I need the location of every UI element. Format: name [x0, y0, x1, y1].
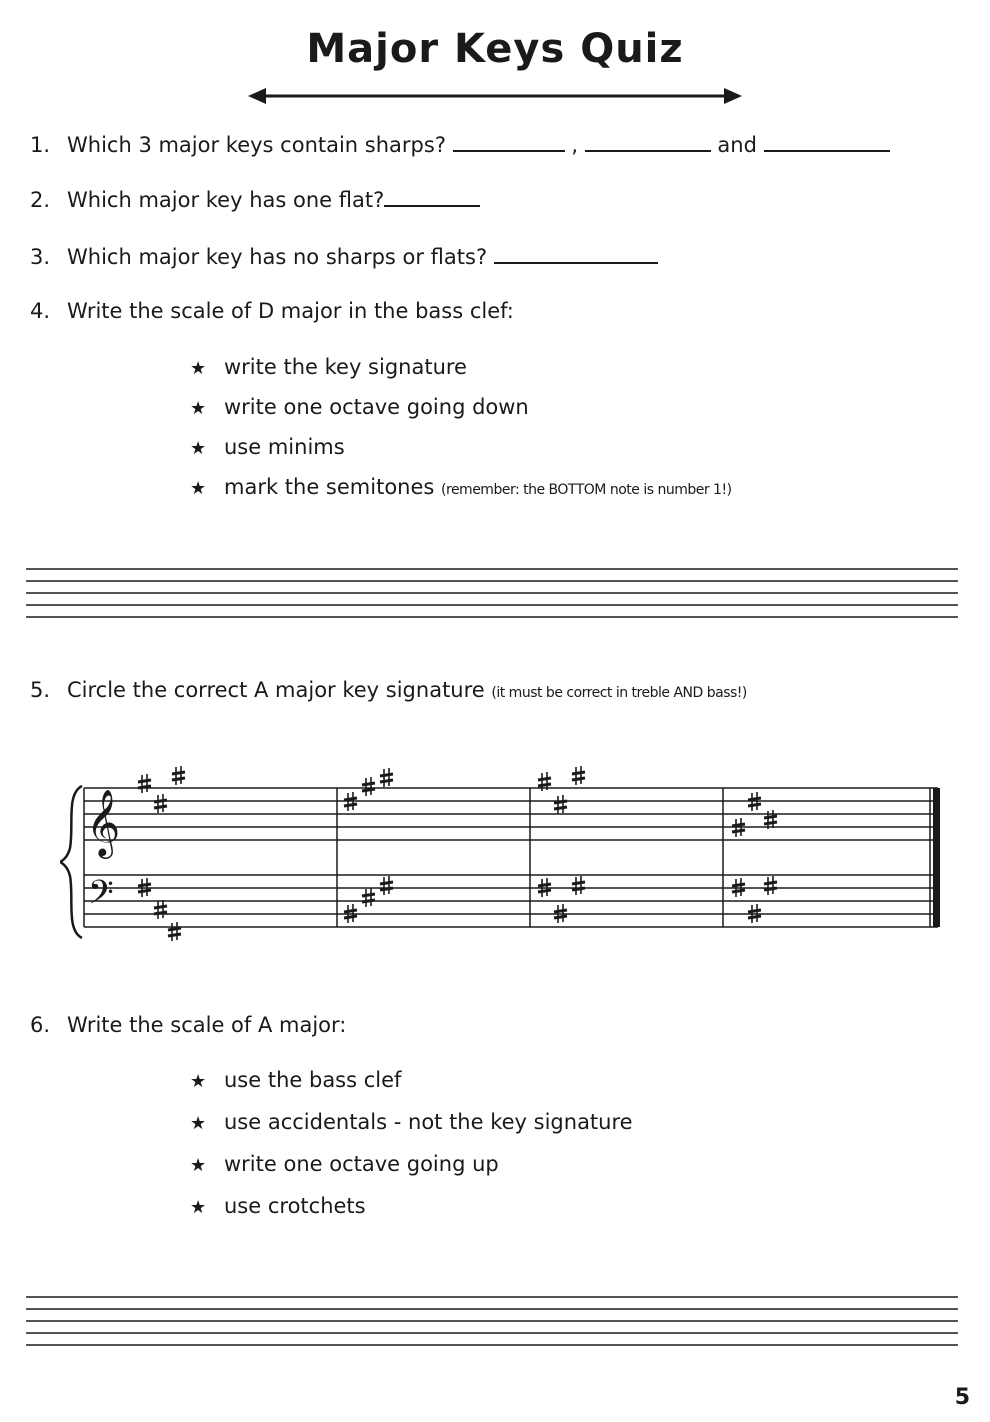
question-text: Which 3 major keys contain sharps? [67, 133, 446, 157]
question-4-instructions [190, 355, 732, 515]
star-icon: ★ [190, 1197, 207, 1218]
list-item: ★ write the key signature [190, 355, 467, 379]
question-number: 3. [30, 245, 51, 269]
treble-staff [84, 788, 938, 840]
page-number: 5 [954, 1385, 970, 1410]
separator: , [571, 133, 579, 157]
bass-clef-icon: 𝄢 [88, 874, 114, 920]
question-number: 2. [30, 188, 51, 212]
question-text: Which major key has no sharps or flats? [67, 245, 488, 269]
answer-blank[interactable] [494, 244, 658, 264]
key-signature-option-3 [538, 766, 585, 923]
star-icon: ★ [190, 478, 207, 499]
treble-clef-icon: 𝄞 [86, 788, 121, 856]
question-5 [30, 678, 747, 702]
question-number: 5. [30, 678, 51, 702]
question-text: Write the scale of D major in the bass clef: [67, 299, 514, 323]
list-item: ★ write one octave going down [190, 395, 529, 419]
final-barline [933, 788, 940, 927]
barlines [84, 788, 930, 927]
question-6-instructions [190, 1068, 633, 1236]
list-item: ★ mark the semitones (remember: the BOTTOM note is number 1!) [190, 475, 732, 499]
answer-staff-q6[interactable] [26, 1296, 960, 1348]
star-icon: ★ [190, 358, 207, 379]
semitone-note: (remember: the BOTTOM note is number 1!) [441, 482, 732, 498]
question-text: Which major key has one flat? [67, 188, 385, 212]
key-signature-score [60, 750, 950, 950]
question-1 [30, 132, 890, 157]
list-item: ★ write one octave going up [190, 1152, 499, 1176]
question-number: 6. [30, 1013, 51, 1037]
list-item: ★ use minims [190, 435, 345, 459]
grand-staff-brace [60, 786, 82, 938]
bass-staff [84, 875, 938, 927]
question-number: 4. [30, 299, 51, 323]
key-signature-option-2 [344, 768, 393, 923]
separator: and [717, 133, 757, 157]
question-text: Write the scale of A major: [67, 1013, 347, 1037]
key-signature-option-4 [732, 792, 777, 923]
answer-blank[interactable] [585, 132, 711, 152]
star-icon: ★ [190, 438, 207, 459]
star-icon: ★ [190, 1113, 207, 1134]
list-item: ★ use crotchets [190, 1194, 366, 1218]
page-title: Major Keys Quiz [306, 26, 684, 72]
star-icon: ★ [190, 1071, 207, 1092]
answer-blank[interactable] [384, 187, 480, 207]
list-item: ★ use accidentals - not the key signature [190, 1110, 633, 1134]
question-number: 1. [30, 133, 51, 157]
star-icon: ★ [190, 1155, 207, 1176]
title-double-arrow [248, 86, 742, 106]
answer-staff-q4[interactable] [26, 568, 960, 620]
question-text: Circle the correct A major key signature [67, 678, 485, 702]
question-4 [30, 299, 514, 323]
question-2 [30, 187, 480, 212]
list-item: ★ use the bass clef [190, 1068, 402, 1092]
question-6 [30, 1013, 346, 1037]
answer-blank[interactable] [764, 132, 890, 152]
question-3 [30, 244, 658, 269]
question-note: (it must be correct in treble AND bass!) [491, 685, 747, 701]
answer-blank[interactable] [453, 132, 565, 152]
star-icon: ★ [190, 398, 207, 419]
